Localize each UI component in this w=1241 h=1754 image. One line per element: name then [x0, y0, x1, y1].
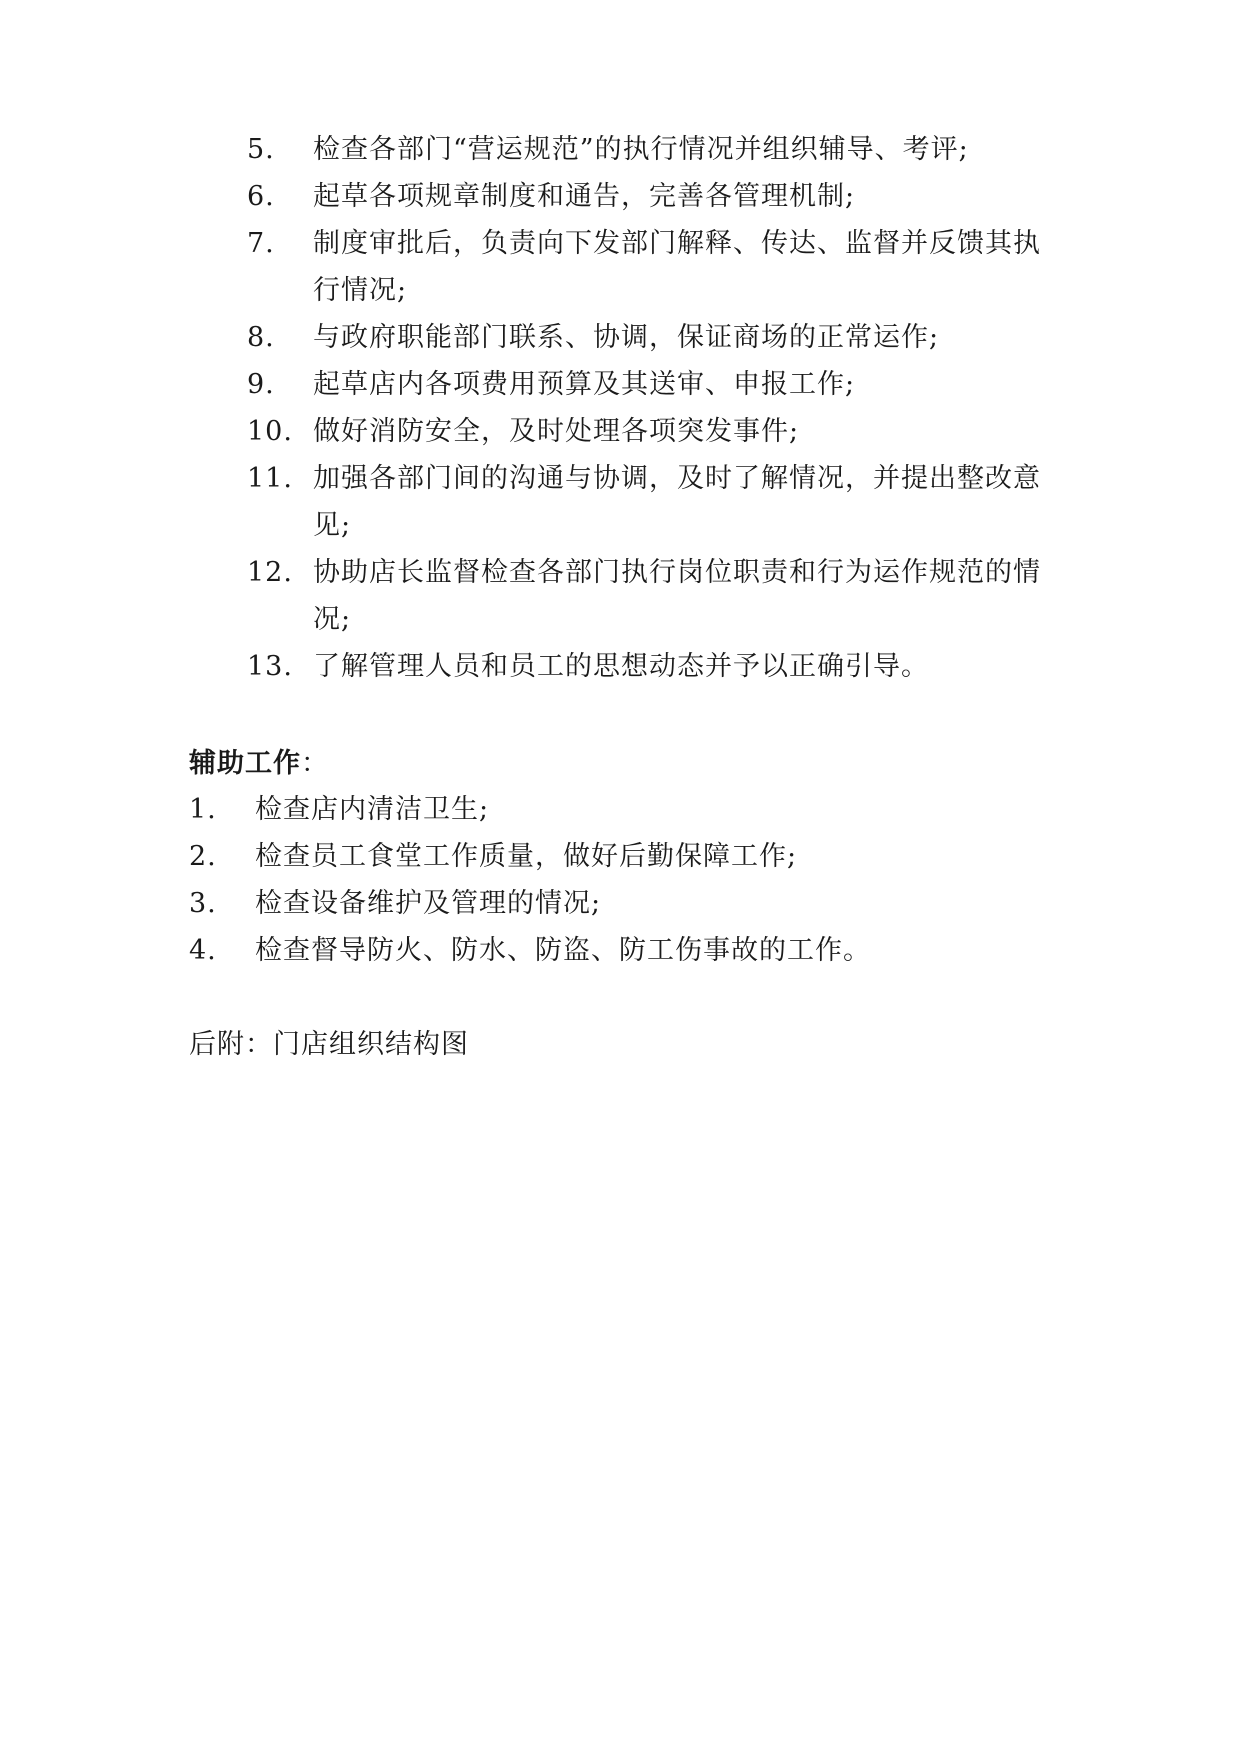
list-item — [189, 786, 1009, 833]
list-item — [247, 173, 1067, 220]
list-item — [189, 833, 1009, 880]
item-text: 做好消防安全，及时处理各项突发事件; — [313, 416, 800, 447]
item-text: 检查督导防火、防水、防盗、防工伤事故的工作。 — [255, 935, 871, 966]
list-item — [247, 549, 1067, 643]
item-text: 与政府职能部门联系、协调，保证商场的正常运作; — [313, 322, 940, 353]
list-item — [247, 314, 1067, 361]
item-number: 1. — [189, 794, 217, 825]
list-item — [247, 361, 1067, 408]
item-text: 起草店内各项费用预算及其送审、申报工作; — [313, 369, 856, 400]
item-text: 加强各部门间的沟通与协调，及时了解情况，并提出整改意见; — [313, 463, 1041, 541]
list-item — [247, 408, 1067, 455]
main-duties-list — [247, 126, 1067, 690]
list-item — [247, 643, 1067, 690]
item-number: 6. — [247, 181, 275, 212]
aux-section-heading — [189, 740, 329, 787]
item-number: 12. — [247, 557, 293, 588]
item-text: 检查员工食堂工作质量，做好后勤保障工作; — [255, 841, 798, 872]
list-item — [247, 455, 1067, 549]
item-text: 了解管理人员和员工的思想动态并予以正确引导。 — [313, 651, 929, 682]
item-number: 13. — [247, 651, 293, 682]
item-text: 检查店内清洁卫生; — [255, 794, 490, 825]
item-number: 2. — [189, 841, 217, 872]
list-item — [247, 220, 1067, 314]
list-item — [247, 126, 1067, 173]
item-text: 协助店长监督检查各部门执行岗位职责和行为运作规范的情况; — [313, 557, 1041, 635]
appendix-note: 后附：门店组织结构图 — [189, 1029, 469, 1060]
list-item — [189, 880, 1009, 927]
item-text: 检查各部门“营运规范”的执行情况并组织辅导、考评; — [313, 134, 969, 165]
item-text: 检查设备维护及管理的情况; — [255, 888, 602, 919]
aux-heading-colon: ： — [301, 748, 329, 779]
item-text: 制度审批后，负责向下发部门解释、传达、监督并反馈其执行情况; — [313, 228, 1041, 306]
item-number: 9. — [247, 369, 275, 400]
aux-heading-text: 辅助工作 — [189, 748, 301, 779]
item-number: 11. — [247, 463, 293, 494]
item-number: 10. — [247, 416, 293, 447]
item-number: 8. — [247, 322, 275, 353]
item-number: 7. — [247, 228, 275, 259]
item-number: 5. — [247, 134, 275, 165]
item-number: 4. — [189, 935, 217, 966]
item-number: 3. — [189, 888, 217, 919]
list-item — [189, 927, 1009, 974]
item-text: 起草各项规章制度和通告，完善各管理机制; — [313, 181, 856, 212]
aux-duties-list — [189, 786, 1009, 974]
